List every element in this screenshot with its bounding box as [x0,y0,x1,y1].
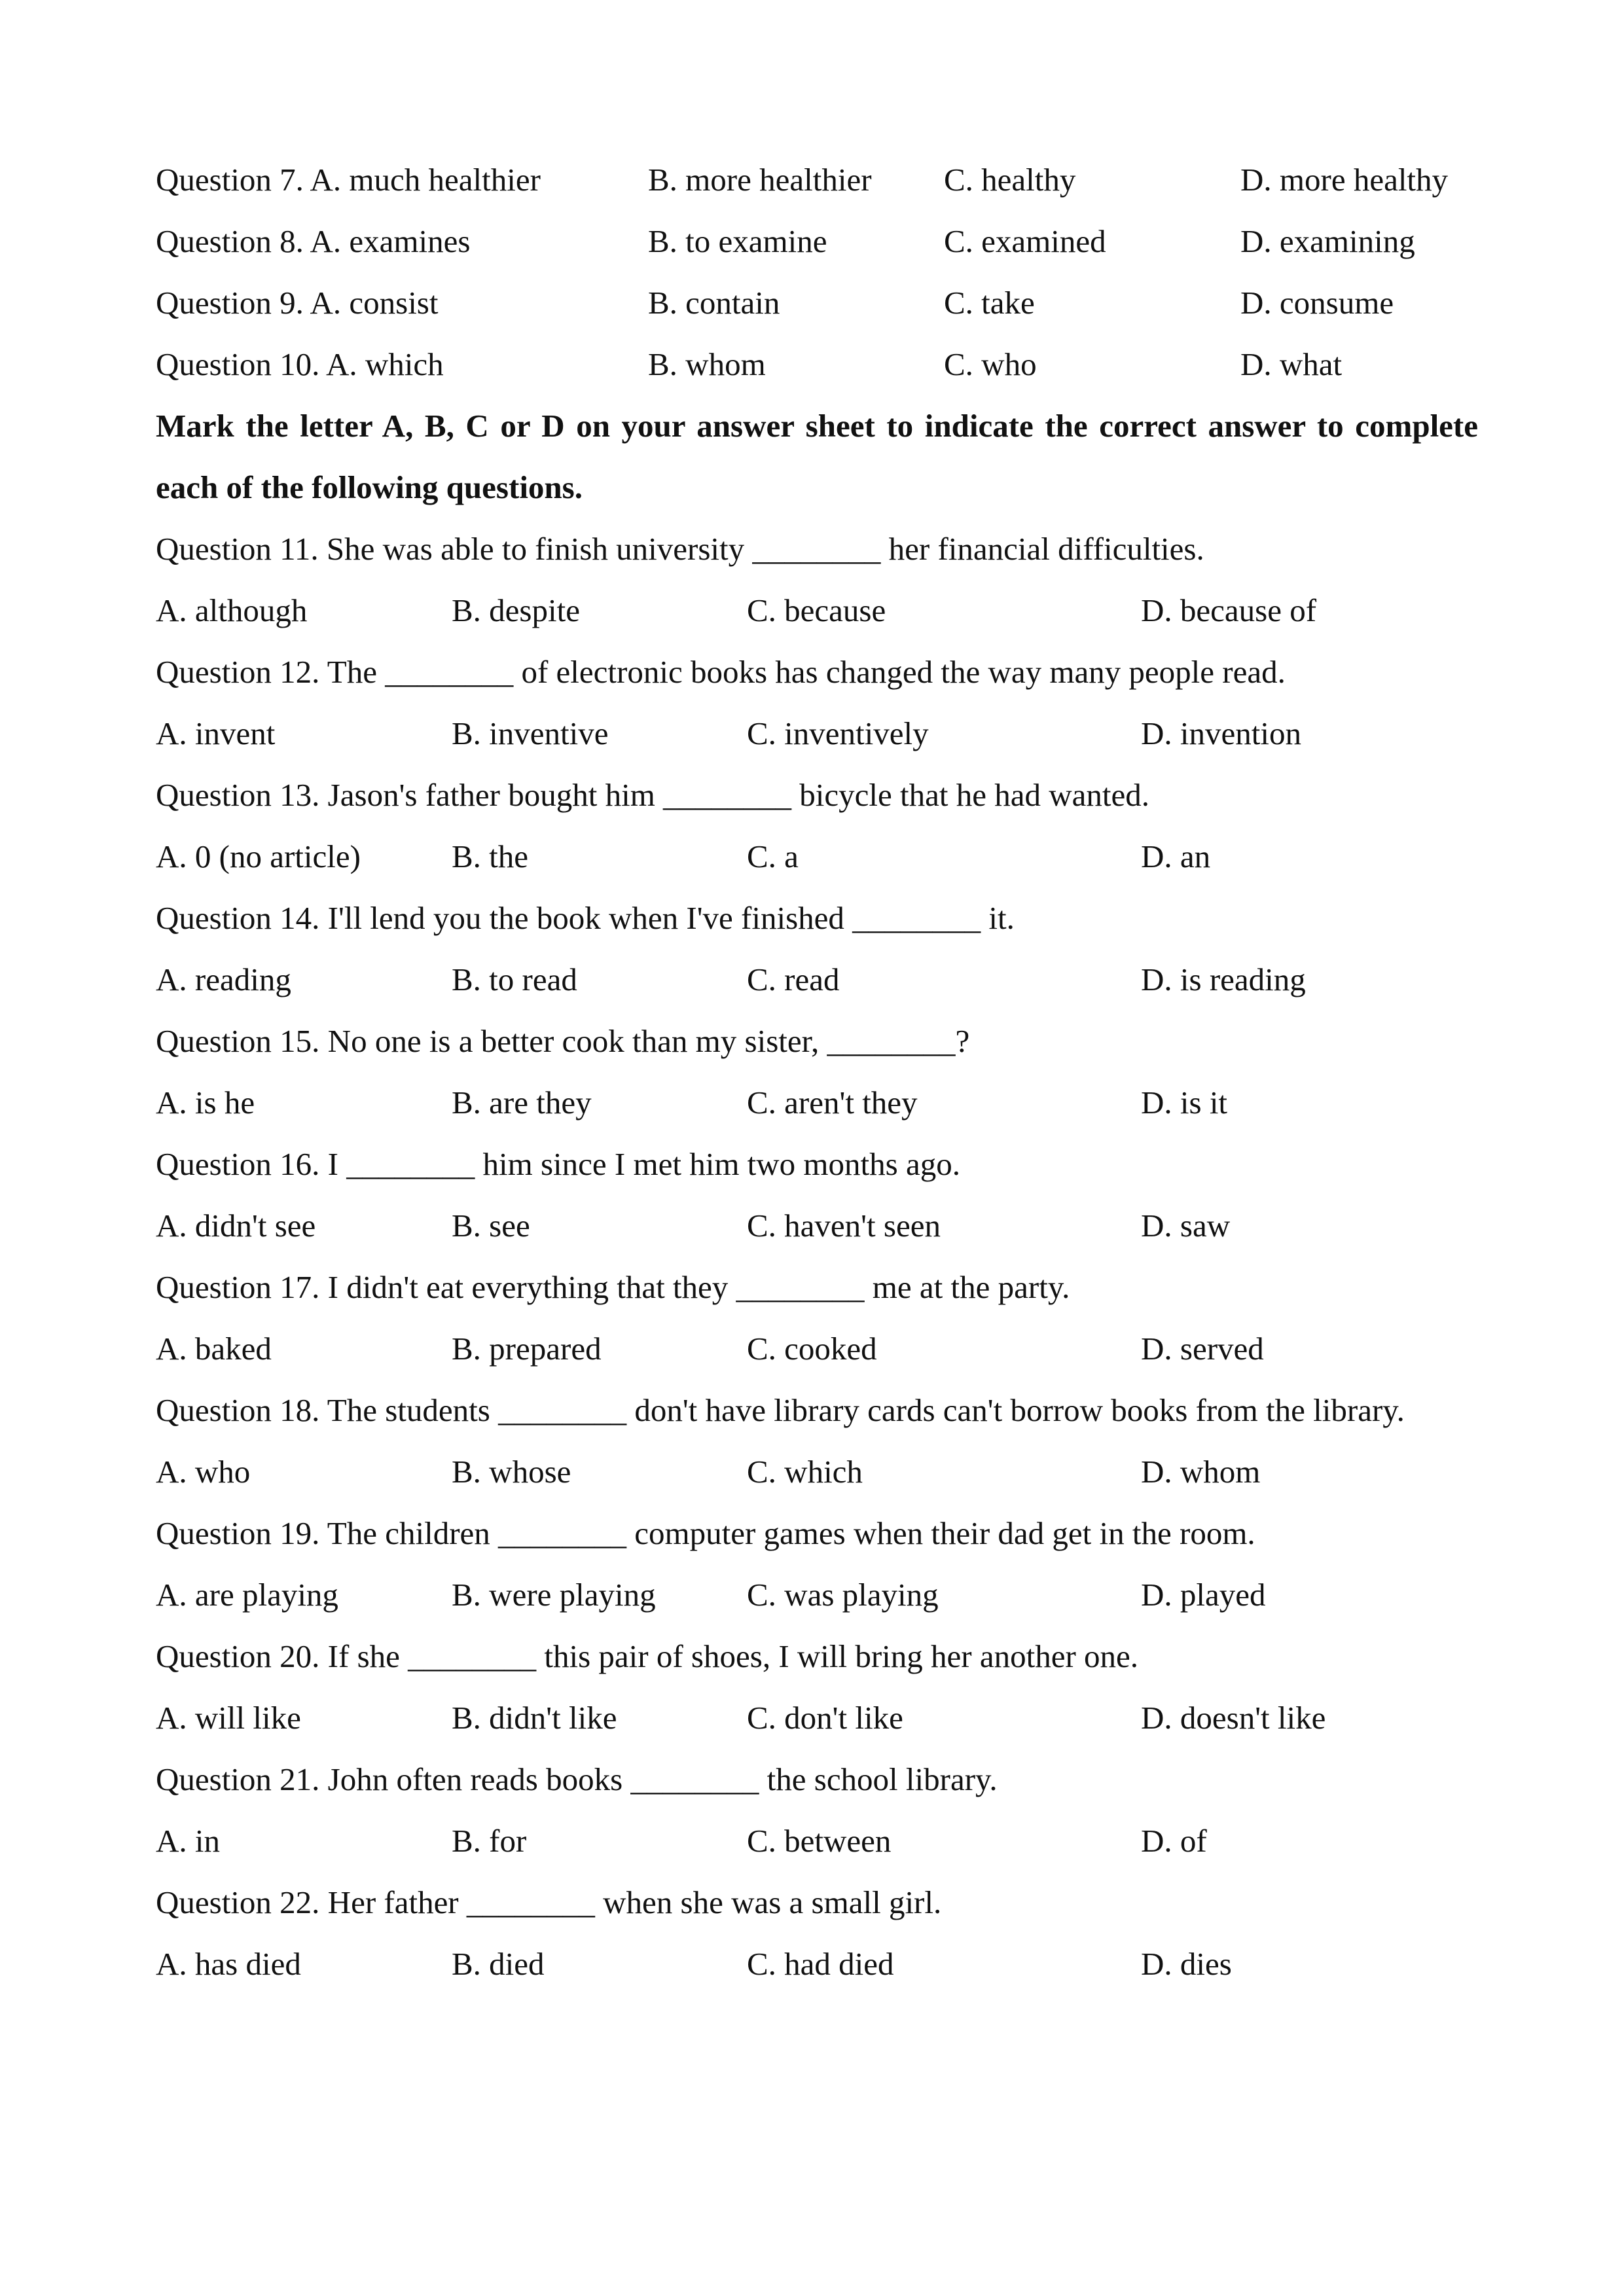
question-13-stem: Question 13. Jason's father bought him ________ bicycle that he had wanted. [156,777,1149,813]
question-19-option-a: A. are playing [156,1577,338,1613]
question-10-option-a-text: A. which [325,346,444,382]
question-13-option-d: D. an [1141,838,1211,874]
question-18-option-b: B. whose [452,1454,571,1490]
question-21-stem: Question 21. John often reads books ________ the school library. [156,1761,998,1797]
question-11-stem: Question 11. She was able to finish university ________ her financial difficulties. [156,531,1204,567]
question-22-option-b: B. died [452,1946,545,1982]
question-9-option-b: B. contain [648,285,780,321]
question-16-option-c: C. haven't seen [747,1208,941,1244]
question-21-options [156,1810,1478,1872]
question-10-row [156,334,1478,395]
question-12-stem: Question 12. The ________ of electronic books has changed the way many people read. [156,654,1286,690]
question-8-option-d: D. examining [1240,223,1415,259]
question-14-option-d: D. is reading [1141,961,1306,997]
question-7-option-a [156,149,541,211]
question-21-option-c: C. between [747,1823,892,1859]
question-14-option-a: A. reading [156,961,291,997]
question-14-options [156,949,1478,1011]
question-16-option-b: B. see [452,1208,530,1244]
question-22-stem: Question 22. Her father ________ when she was a small girl. [156,1884,942,1920]
question-10-option-a [156,334,444,395]
question-9-option-a [156,272,438,334]
question-17-options [156,1318,1478,1380]
question-18-option-c: C. which [747,1454,863,1490]
question-10-option-b: B. whom [648,346,766,382]
question-7-option-b: B. more healthier [648,162,872,198]
question-7-option-d: D. more healthy [1240,162,1449,198]
question-18-stem: Question 18. The students ________ don't have library cards can't borrow books from the library. [156,1392,1405,1428]
question-12-option-c: C. inventively [747,715,929,751]
question-19-options [156,1564,1478,1626]
question-13-option-b: B. the [452,838,529,874]
question-17-option-c: C. cooked [747,1331,877,1367]
question-9-label: Question 9. [156,285,304,321]
question-21-option-b: B. for [452,1823,527,1859]
question-10-option-c: C. who [944,346,1037,382]
question-9-option-c: C. take [944,285,1035,321]
section-instruction: Mark the letter A, B, C or D on your answer sheet to indicate the correct answer to complete each of the following questions. [156,408,1478,505]
question-11-option-c: C. because [747,592,886,628]
question-7-label: Question 7. [156,162,304,198]
question-19-option-b: B. were playing [452,1577,656,1613]
question-20-option-c: C. don't like [747,1700,903,1736]
question-15-option-b: B. are they [452,1085,592,1121]
question-19-stem: Question 19. The children ________ computer games when their dad get in the room. [156,1515,1255,1551]
question-15-option-c: C. aren't they [747,1085,918,1121]
question-8-option-c: C. examined [944,223,1106,259]
question-15-stem: Question 15. No one is a better cook than my sister, ________? [156,1023,970,1059]
question-18-option-a: A. who [156,1454,251,1490]
question-20-option-d: D. doesn't like [1141,1700,1326,1736]
question-11-options [156,580,1478,641]
question-17-option-b: B. prepared [452,1331,602,1367]
question-9-option-d: D. consume [1240,285,1394,321]
question-11-option-b: B. despite [452,592,580,628]
question-17-stem: Question 17. I didn't eat everything that they ________ me at the party. [156,1269,1070,1305]
question-12-option-d: D. invention [1141,715,1301,751]
question-12-option-a: A. invent [156,715,276,751]
question-21-option-d: D. of [1141,1823,1207,1859]
question-15-option-d: D. is it [1141,1085,1228,1121]
question-14-option-b: B. to read [452,961,577,997]
question-7-option-a-text: A. much healthier [310,162,541,198]
question-11-option-a: A. although [156,592,308,628]
question-7-row [156,149,1478,211]
question-12-options [156,703,1478,764]
question-8-label: Question 8. [156,223,304,259]
question-20-option-a: A. will like [156,1700,301,1736]
question-20-option-b: B. didn't like [452,1700,617,1736]
question-22-option-d: D. dies [1141,1946,1232,1982]
question-22-options [156,1933,1478,1995]
question-11-option-d: D. because of [1141,592,1317,628]
question-22-option-c: C. had died [747,1946,894,1982]
question-18-option-d: D. whom [1141,1454,1261,1490]
question-16-options [156,1195,1478,1257]
question-19-option-d: D. played [1141,1577,1266,1613]
question-13-option-a: A. 0 (no article) [156,838,361,874]
question-16-stem: Question 16. I ________ him since I met him two months ago. [156,1146,960,1182]
question-14-option-c: C. read [747,961,840,997]
question-8-row [156,211,1478,272]
question-14-stem: Question 14. I'll lend you the book when I've finished ________ it. [156,900,1015,936]
question-15-options [156,1072,1478,1134]
question-9-row [156,272,1478,334]
question-8-option-a-text: A. examines [310,223,471,259]
question-21-option-a: A. in [156,1823,220,1859]
question-15-option-a: A. is he [156,1085,255,1121]
question-19-option-c: C. was playing [747,1577,939,1613]
question-12-option-b: B. inventive [452,715,609,751]
question-17-option-a: A. baked [156,1331,272,1367]
question-7-option-c: C. healthy [944,162,1076,198]
question-10-option-d: D. what [1240,346,1343,382]
question-8-option-b: B. to examine [648,223,827,259]
question-10-label: Question 10. [156,346,320,382]
question-22-option-a: A. has died [156,1946,301,1982]
question-13-option-c: C. a [747,838,799,874]
exam-page [156,149,1478,1995]
question-13-options [156,826,1478,888]
question-9-option-a-text: A. consist [310,285,439,321]
question-18-options [156,1441,1478,1503]
question-16-option-a: A. didn't see [156,1208,316,1244]
question-17-option-d: D. served [1141,1331,1264,1367]
question-16-option-d: D. saw [1141,1208,1231,1244]
question-8-option-a [156,211,470,272]
question-20-stem: Question 20. If she ________ this pair of shoes, I will bring her another one. [156,1638,1139,1674]
question-20-options [156,1687,1478,1749]
